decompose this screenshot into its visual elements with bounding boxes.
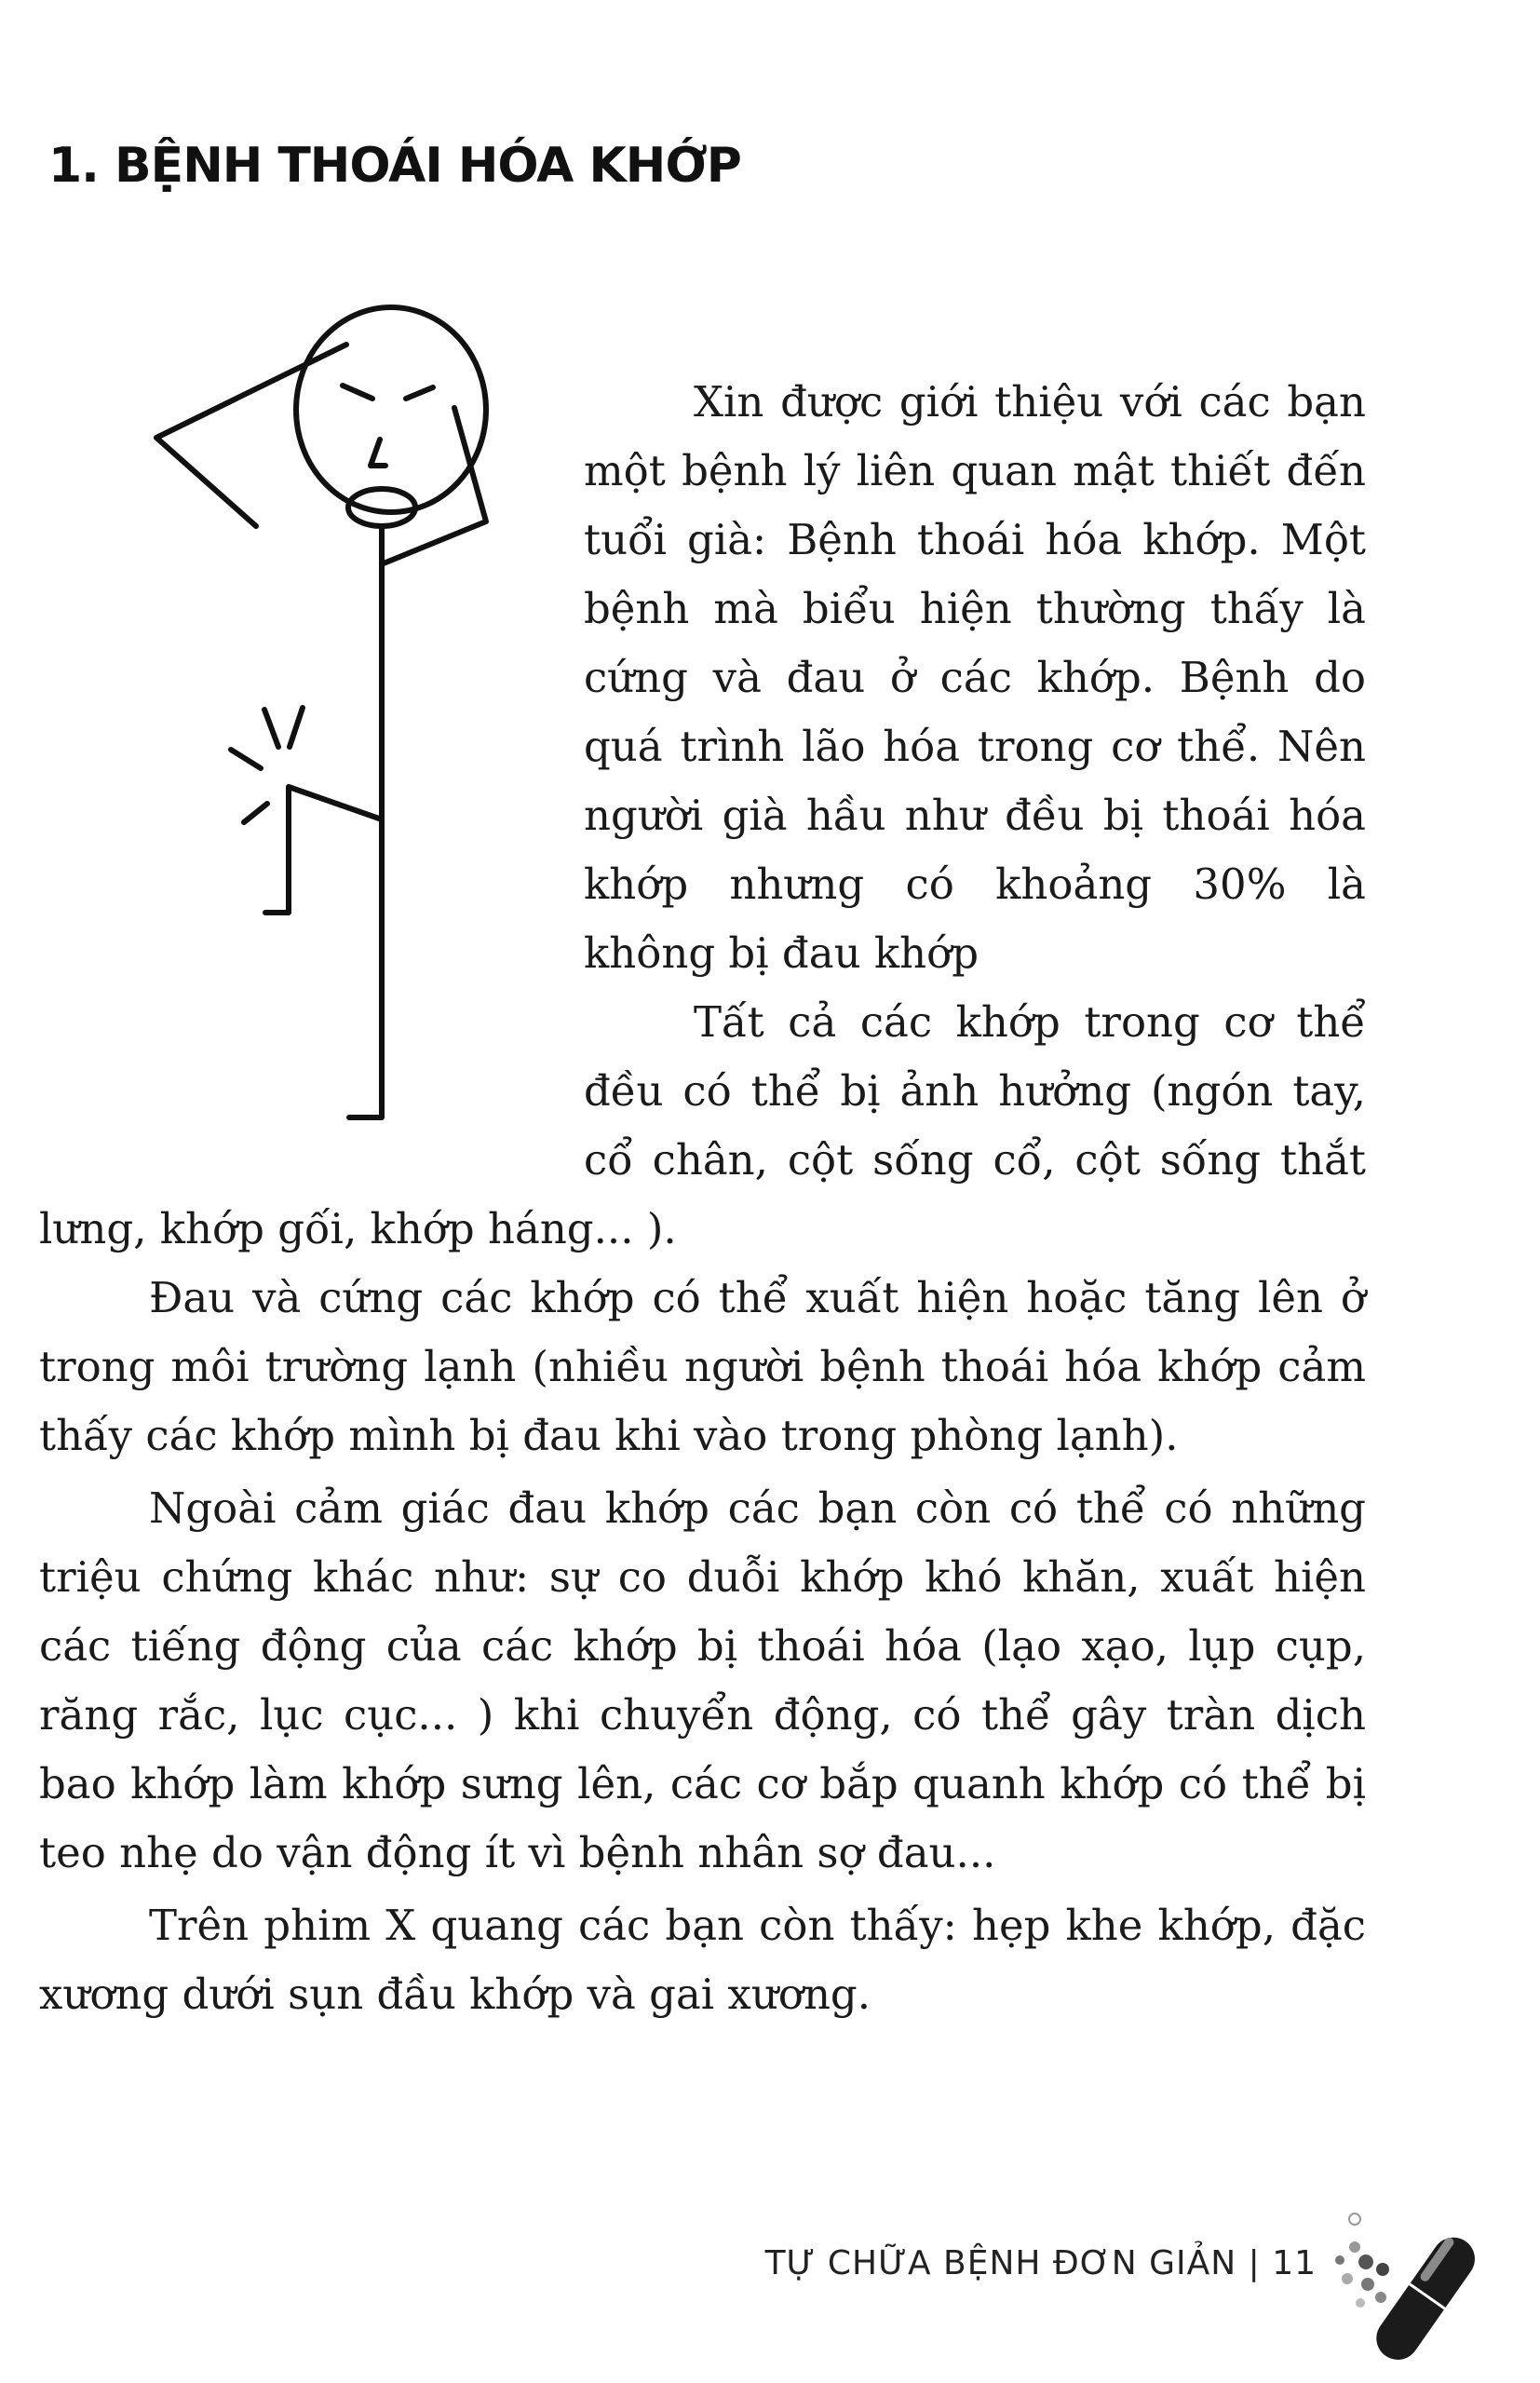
paragraph-1: Xin được giới thiệu với các bạn một bệnh lý liên quan mật thiết đến tuổi già: Bệnh thoái hóa khớp. Một bệnh mà biểu hiện thường thấy là cứng và đau ở các khớp. Bệnh do quá trình lão hóa trong cơ thể. Nên người già hầu như đều bị thoái hóa khớp nhưng có khoảng 30% là không bị đau khớp (584, 377, 1366, 978)
paragraph-5: Trên phim X quang các bạn còn thấy: hẹp khe khớp, đặc xương dưới sụn đầu khớp và gai xương. (39, 1901, 1366, 2019)
page-footer (765, 2244, 1317, 2282)
page-number: 11 (1272, 2244, 1317, 2282)
body-text (39, 368, 1366, 2029)
footer-separator: | (1248, 2244, 1261, 2282)
figure-wrap-spacer (39, 368, 584, 1159)
paragraph-3: Đau và cứng các khớp có thể xuất hiện hoặc tăng lên ở trong môi trường lạnh (nhiều người bệnh thoái hóa khớp cảm thấy các khớp mình bị đau khi vào trong phòng lạnh). (39, 1273, 1366, 1460)
chapter-heading: 1. BỆNH THOÁI HÓA KHỚP (48, 138, 741, 194)
paragraph-2: Tất cả các khớp trong cơ thể đều có thể bị ảnh hưởng (ngón tay, cổ chân, cột sống cổ, cột sống thắt lưng, khớp gối, khớp háng... ). (39, 997, 1366, 1253)
book-title: TỰ CHỮA BỆNH ĐƠN GIẢN (764, 2244, 1237, 2282)
paragraph-4: Ngoài cảm giác đau khớp các bạn còn có thể có những triệu chứng khác như: sự co duỗi khớp khó khăn, xuất hiện các tiếng động của các khớp bị thoái hóa (lạo xạo, lụp cụp, răng rắc, lục cục... ) khi chuyển động, có thể gây tràn dịch bao khớp làm khớp sưng lên, các cơ bắp quanh khớp có thể bị teo nhẹ do vận động ít vì bệnh nhân sợ đau... (39, 1483, 1366, 1877)
pill-capsule-icon (1327, 2202, 1476, 2379)
